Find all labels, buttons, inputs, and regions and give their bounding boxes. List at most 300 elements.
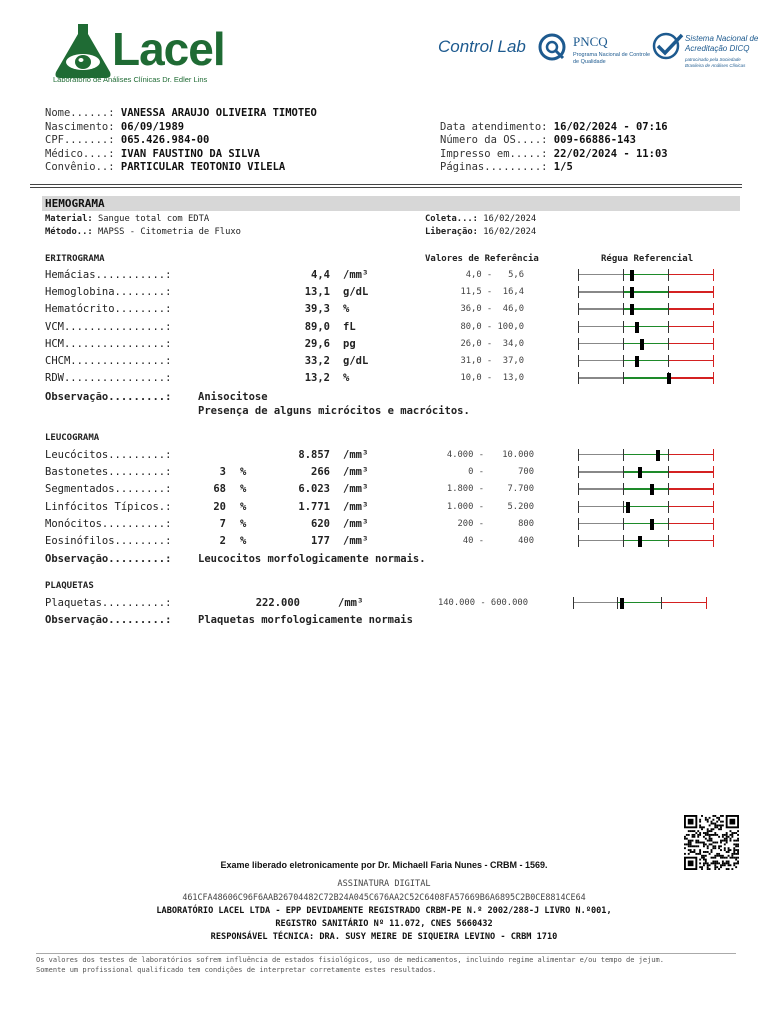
qr-module — [690, 845, 692, 847]
collection-label: Coleta...: — [425, 214, 478, 224]
eri-label: HCM................: — [45, 337, 172, 350]
material-line — [45, 214, 209, 225]
qr-module — [701, 857, 703, 859]
patient-doctor-line — [45, 148, 260, 161]
dicq-subtitle: patrocinado pela Sociedade Brasileira de Análises Clínicas — [685, 57, 746, 68]
qr-module — [737, 845, 739, 847]
reference-ruler — [578, 501, 714, 513]
dicq-title: Sistema Nacional de Acreditação DICQ — [685, 34, 759, 53]
qr-module — [737, 830, 739, 832]
lacel-flask-icon — [52, 20, 114, 82]
eri-unit: % — [343, 303, 350, 316]
qr-module — [699, 853, 701, 855]
qr-module — [716, 834, 718, 836]
ruler-tick — [668, 518, 669, 530]
qr-module — [731, 832, 733, 834]
ruler-tick — [578, 483, 579, 495]
eri-ref: 4,0 - 5,6 — [465, 270, 524, 280]
qr-module — [697, 842, 699, 844]
qr-module — [718, 819, 720, 821]
leu-unit: /mm³ — [343, 535, 369, 547]
qr-module — [703, 857, 705, 859]
qr-module — [712, 834, 714, 836]
qr-module — [714, 815, 716, 817]
qr-module — [735, 840, 737, 842]
qr-module — [722, 840, 724, 842]
ruler-low-segment — [578, 523, 623, 524]
material-label: Material: — [45, 214, 93, 224]
signature-label: ASSINATURA DIGITAL — [337, 879, 431, 889]
qr-module — [716, 817, 718, 819]
leu-value: 6.023 — [298, 483, 330, 496]
ruler-normal-segment — [623, 377, 668, 378]
ruler-marker — [635, 356, 639, 367]
leu-percent-sign: % — [240, 483, 247, 496]
ruler-tick — [578, 535, 579, 547]
qr-module — [720, 821, 722, 823]
qr-module — [722, 834, 724, 836]
ruler-tick — [668, 466, 669, 478]
ruler-tick — [668, 449, 669, 461]
ruler-tick — [668, 535, 669, 547]
ruler-tick — [713, 286, 714, 298]
qr-module — [720, 849, 722, 851]
qr-module — [712, 819, 714, 821]
qr-module — [712, 823, 714, 825]
qr-module — [688, 840, 690, 842]
leu-percent: 20 — [213, 500, 226, 513]
eri-unit: g/dL — [343, 286, 369, 299]
collection-line — [425, 214, 536, 225]
qr-module — [688, 853, 690, 855]
ruler-normal-segment — [623, 523, 668, 524]
plaquetas-unit: /mm³ — [338, 597, 364, 609]
qr-module — [718, 853, 720, 855]
leu-label: Leucócitos.........: — [45, 449, 172, 461]
qr-module — [703, 851, 705, 853]
qr-module — [705, 832, 707, 834]
leu-value: 177 — [311, 535, 330, 547]
qr-module — [692, 834, 694, 836]
patient-cpf-line — [45, 134, 209, 147]
leu-label: Bastonetes.........: — [45, 466, 172, 479]
qr-module — [692, 851, 694, 853]
printed-line — [440, 148, 668, 161]
leu-label: Monócitos..........: — [45, 517, 172, 530]
qr-module — [733, 832, 735, 834]
ruler-low-segment — [578, 326, 623, 327]
qr-module — [737, 838, 739, 840]
qr-module — [693, 849, 695, 851]
qr-module — [701, 815, 703, 817]
cpf-label: CPF.......: — [45, 134, 115, 146]
qr-module — [695, 840, 697, 842]
qr-module — [703, 836, 705, 838]
leu-percent-sign: % — [240, 466, 247, 479]
qr-module — [712, 842, 714, 844]
ruler-tick — [623, 372, 624, 384]
patient-agreement: PARTICULAR TEOTONIO VILELA — [120, 161, 286, 173]
leu-label: Linfócitos Típicos.: — [45, 500, 172, 513]
qr-module — [735, 857, 737, 859]
footer-divider — [36, 953, 736, 954]
qr-module — [730, 834, 732, 836]
qr-module — [718, 824, 720, 826]
qr-module — [737, 853, 739, 855]
ruler-tick — [578, 286, 579, 298]
eri-value: 13,2 — [304, 372, 330, 385]
leu-percent-sign: % — [240, 535, 247, 547]
qr-module — [688, 834, 690, 836]
leu-percent-sign: % — [240, 517, 247, 530]
ruler-tick — [668, 321, 669, 333]
qr-module — [709, 840, 711, 842]
qr-module — [730, 849, 732, 851]
qr-module — [724, 838, 726, 840]
qr-module — [730, 830, 732, 832]
ruler-high-segment — [668, 471, 714, 472]
qr-module — [722, 855, 724, 857]
qr-module — [731, 853, 733, 855]
qr-module — [733, 853, 735, 855]
qr-module — [737, 851, 739, 853]
disclaimer — [36, 956, 664, 975]
qr-module — [711, 849, 713, 851]
ruler-low-segment — [578, 308, 623, 309]
qr-module — [714, 823, 716, 825]
qr-module — [693, 834, 695, 836]
ruler-tick — [713, 338, 714, 350]
qr-module — [735, 849, 737, 851]
leu-unit: /mm³ — [343, 483, 369, 496]
qr-module — [688, 849, 690, 851]
qr-module — [692, 845, 694, 847]
company-line2: REGISTRO SANITÁRIO Nº 11.072, CNES 5660432 — [275, 919, 493, 929]
leu-ref-high: 800 — [518, 518, 534, 529]
qr-module — [709, 830, 711, 832]
qr-module — [703, 832, 705, 834]
collection-value: 16/02/2024 — [483, 214, 537, 224]
released-by: Exame liberado eletronicamente por Dr. Michaell Faria Nunes - CRBM - 1569. — [220, 860, 548, 870]
divider — [30, 184, 742, 185]
attendance-line — [440, 121, 668, 134]
qr-module — [737, 857, 739, 859]
ruler-tick — [578, 466, 579, 478]
qr-module — [688, 843, 690, 845]
eri-ref: 10,0 - 13,0 — [460, 373, 524, 384]
qr-module — [724, 857, 726, 859]
ruler-normal-segment — [623, 360, 668, 361]
qr-module — [711, 834, 713, 836]
qr-module — [711, 838, 713, 840]
qr-module — [718, 855, 720, 857]
eri-unit: pg — [343, 337, 356, 350]
disclaimer-line1: Os valores dos testes de laboratórios sofrem influência de estados fisiológicos, uso de medicamentos, incluindo regime alimentar e/ou tempo de jejum. — [36, 956, 664, 964]
qr-module — [714, 826, 716, 828]
reference-ruler — [578, 449, 714, 461]
ruler-tick — [713, 535, 714, 547]
qr-module — [726, 834, 728, 836]
qr-module — [714, 824, 716, 826]
qr-module — [733, 851, 735, 853]
eri-ref: 80,0 - 100,0 — [460, 321, 524, 332]
qr-module — [699, 834, 701, 836]
ruler-high-segment — [668, 506, 714, 507]
patient-name-line — [45, 107, 317, 120]
ruler-tick — [623, 518, 624, 530]
qr-module — [733, 849, 735, 851]
qr-module — [697, 853, 699, 855]
patient-cpf: 065.426.984-00 — [120, 134, 210, 146]
leu-ref-low: 200 - — [457, 518, 484, 529]
qr-module — [688, 819, 694, 825]
ruler-tick — [617, 597, 618, 609]
qr-module — [737, 834, 739, 836]
qr-module — [720, 857, 722, 859]
qr-module — [701, 826, 703, 828]
qr-module — [728, 836, 730, 838]
ruler-tick — [623, 535, 624, 547]
name-label: Nome......: — [45, 107, 115, 119]
qr-module — [716, 826, 718, 828]
ruler-marker — [667, 373, 671, 384]
divider — [30, 187, 742, 188]
ruler-tick — [713, 321, 714, 333]
qr-module — [720, 842, 722, 844]
ruler-high-segment — [668, 326, 714, 327]
method-value: MAPSS - Citometria de Fluxo — [97, 227, 241, 237]
qr-module — [705, 834, 707, 836]
eri-ref: 26,0 - 34,0 — [460, 338, 524, 349]
qr-module — [726, 840, 728, 842]
qr-module — [697, 845, 699, 847]
ruler-low-segment — [578, 377, 623, 378]
qr-module — [730, 819, 736, 825]
qr-module — [703, 845, 705, 847]
ruler-tick — [623, 286, 624, 298]
ruler-normal-segment — [623, 343, 668, 344]
ruler-tick — [668, 269, 669, 281]
plaquetas-label: Plaquetas..........: — [45, 597, 172, 609]
leu-ref-high: 700 — [518, 467, 534, 478]
ruler-marker — [630, 270, 634, 281]
logo-subtitle: Laboratório de Análises Clínicas Dr. Edler Lins — [53, 75, 208, 84]
ruler-tick — [578, 321, 579, 333]
leu-unit: /mm³ — [343, 517, 369, 530]
ruler-tick — [668, 303, 669, 315]
pages-line — [440, 161, 573, 174]
qr-module — [737, 843, 739, 845]
ruler-marker — [620, 598, 624, 609]
qr-module — [707, 821, 709, 823]
plaquetas-value: 222.000 — [255, 597, 300, 609]
qr-module — [707, 832, 709, 834]
ruler-high-segment — [668, 308, 714, 309]
ref-header: Valores de Referência — [425, 254, 539, 264]
qr-module — [737, 840, 739, 842]
ruler-tick — [661, 597, 662, 609]
ruler-low-segment — [578, 488, 623, 489]
ruler-high-segment — [668, 291, 714, 292]
reference-ruler — [578, 355, 714, 367]
qr-module — [726, 838, 728, 840]
qr-module — [737, 849, 739, 851]
plaquetas-ref: 140.000 - 600.000 — [437, 598, 528, 608]
pncq-title: PNCQ — [573, 34, 608, 49]
plq-obs: Plaquetas morfologicamente normais — [198, 614, 413, 626]
qr-module — [690, 843, 692, 845]
birth-label: Nascimento: — [45, 121, 115, 133]
qr-module — [731, 855, 733, 857]
qr-module — [720, 815, 722, 817]
plq-obs-label: Observação.........: — [45, 614, 172, 626]
qr-module — [686, 838, 688, 840]
qr-module — [735, 832, 737, 834]
qr-module — [688, 842, 690, 844]
doctor-label: Médico....: — [45, 148, 115, 160]
qr-module — [701, 855, 703, 857]
qr-module — [716, 824, 718, 826]
ruler-low-segment — [578, 506, 623, 507]
qr-module — [714, 845, 716, 847]
qr-module — [707, 819, 709, 821]
qr-module — [712, 815, 714, 817]
ruler-high-segment — [668, 343, 714, 344]
qr-module — [697, 836, 699, 838]
ruler-tick — [578, 269, 579, 281]
qr-module — [701, 842, 703, 844]
ruler-tick — [668, 483, 669, 495]
ruler-marker — [626, 502, 630, 513]
qr-module — [711, 857, 713, 859]
qr-module — [709, 824, 711, 826]
ruler-tick — [623, 501, 624, 513]
ruler-tick — [623, 449, 624, 461]
reference-ruler — [578, 269, 714, 281]
qr-module — [714, 847, 716, 849]
qr-module — [724, 847, 726, 849]
qr-module — [688, 845, 690, 847]
patient-name: VANESSA ARAUJO OLIVEIRA TIMOTEO — [120, 107, 317, 119]
leu-value: 620 — [311, 517, 330, 530]
eri-value: 29,6 — [304, 337, 330, 350]
qr-module — [726, 842, 728, 844]
qr-module — [733, 843, 735, 845]
ruler-tick — [713, 303, 714, 315]
eri-unit: /mm³ — [343, 269, 369, 281]
qr-module — [716, 853, 718, 855]
qr-module — [707, 834, 709, 836]
os-line — [440, 134, 636, 147]
release-label: Liberação: — [425, 227, 478, 237]
leu-ref-high: 7.700 — [507, 484, 534, 495]
qr-module — [690, 840, 692, 842]
attendance-value: 16/02/2024 - 07:16 — [553, 121, 668, 133]
qr-module — [707, 847, 709, 849]
ruler-marker — [650, 484, 654, 495]
qr-module — [699, 849, 701, 851]
qr-module — [728, 847, 730, 849]
qr-module — [714, 842, 716, 844]
qr-module — [692, 836, 694, 838]
leu-value: 8.857 — [298, 449, 330, 461]
qr-module — [699, 819, 701, 821]
ruler-tick — [713, 372, 714, 384]
qr-module — [695, 832, 697, 834]
qr-module — [711, 823, 713, 825]
leu-obs-label: Observação.........: — [45, 553, 172, 565]
ruler-high-segment — [668, 488, 714, 489]
qr-module — [735, 853, 737, 855]
qr-module — [718, 828, 720, 830]
leu-percent: 2 — [219, 535, 226, 547]
qr-module — [720, 840, 722, 842]
leu-percent-sign: % — [240, 500, 247, 513]
controllab-logo: Control Lab — [438, 37, 526, 56]
leu-percent: 3 — [219, 466, 226, 479]
qr-module — [699, 842, 701, 844]
eri-value: 4,4 — [311, 269, 330, 281]
leu-ref-high: 400 — [518, 536, 534, 546]
qr-module — [731, 836, 733, 838]
dicq-check-icon — [652, 31, 684, 61]
qr-module — [703, 826, 705, 828]
pncq-icon — [537, 32, 567, 62]
qr-module — [731, 834, 733, 836]
eri-label: CHCM...............: — [45, 355, 172, 367]
qr-module — [703, 842, 705, 844]
ruler-tick — [578, 303, 579, 315]
qr-module — [726, 836, 728, 838]
eritrograma-title: ERITROGRAMA — [45, 254, 105, 264]
qr-module — [724, 849, 726, 851]
qr-module — [684, 853, 686, 855]
ruler-normal-segment — [623, 454, 668, 455]
exam-title: HEMOGRAMA — [45, 197, 105, 210]
ruler-high-segment — [668, 540, 714, 541]
leu-unit: /mm³ — [343, 500, 369, 513]
leu-percent: 7 — [219, 517, 226, 530]
eri-unit: % — [343, 372, 350, 385]
qr-module — [697, 830, 699, 832]
qr-module — [709, 817, 711, 819]
qr-module — [716, 821, 718, 823]
qr-module — [699, 832, 701, 834]
qr-module — [684, 843, 686, 845]
ruler-tick — [668, 355, 669, 367]
ruler-low-segment — [578, 274, 623, 275]
ruler-tick — [668, 501, 669, 513]
agreement-label: Convênio..: — [45, 161, 115, 173]
qr-module — [712, 847, 714, 849]
qr-module — [695, 842, 697, 844]
leucograma-title: LEUCOGRAMA — [45, 433, 100, 443]
qr-module — [684, 836, 686, 838]
eri-unit: fL — [343, 320, 356, 333]
ruler-header: Régua Referencial — [601, 254, 694, 264]
ruler-tick — [713, 449, 714, 461]
qr-module — [699, 821, 701, 823]
method-line — [45, 227, 241, 238]
qr-module — [709, 836, 711, 838]
qr-module — [718, 817, 720, 819]
qr-module — [718, 836, 720, 838]
technical-responsible: RESPONSÁVEL TÉCNICA: DRA. SUSY MEIRE DE SIQUEIRA LEVINO - CRBM 1710 — [210, 932, 558, 942]
ruler-high-segment — [668, 454, 714, 455]
company-line1: LABORATÓRIO LACEL LTDA - EPP DEVIDAMENTE REGISTRADO CRBM-PE N.º 2002/288-J LIVRO N.º001, — [156, 906, 612, 916]
qr-module — [693, 851, 695, 853]
reference-ruler — [578, 321, 714, 333]
